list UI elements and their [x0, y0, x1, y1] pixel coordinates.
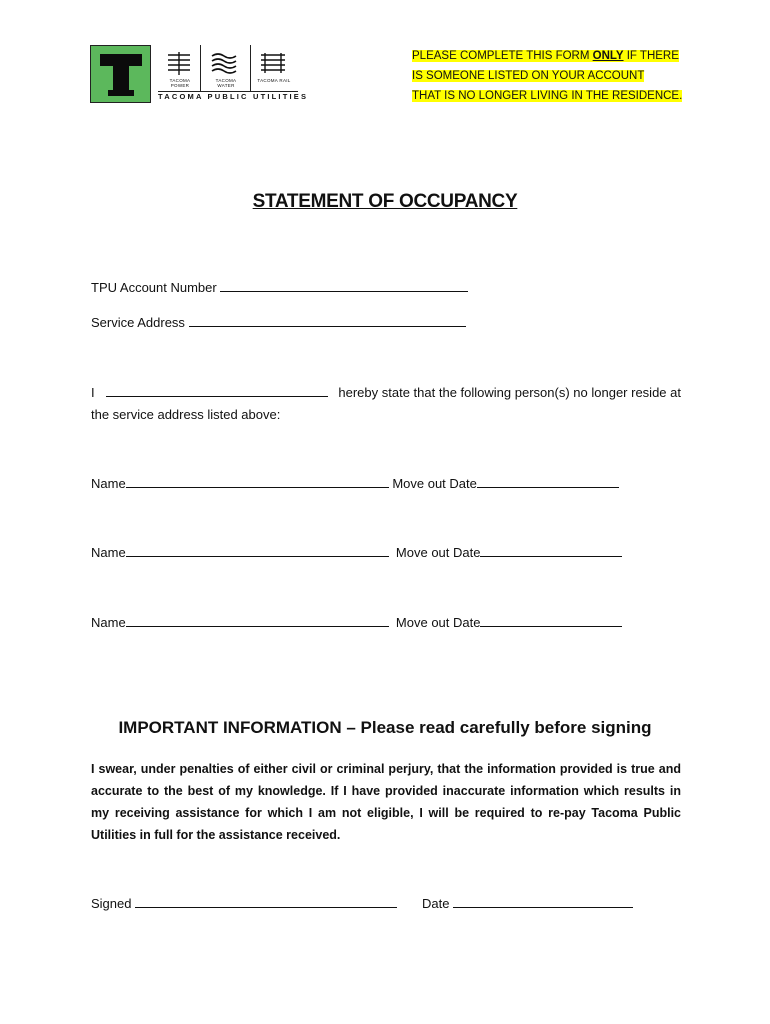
name-label: Name — [91, 545, 126, 560]
signed-label: Signed — [91, 896, 132, 911]
service-address-field — [91, 314, 466, 330]
highlighted-notice: PLEASE COMPLETE THIS FORM ONLY IF THERE IS SOMEONE LISTED ON YOUR ACCOUNT THAT IS NO LONGER LIVING IN THE RESIDENCE. — [412, 50, 683, 102]
date-row — [422, 895, 633, 911]
tacoma-public-utilities-logo — [90, 45, 309, 103]
date-input-line[interactable] — [453, 895, 633, 908]
move-out-date-label: Move out Date — [395, 545, 481, 560]
service-address-input-line[interactable] — [189, 314, 466, 327]
notice-line: THAT IS NO LONGER LIVING IN THE RESIDENCE. — [412, 90, 683, 102]
account-number-label: TPU Account Number — [91, 280, 217, 295]
declarant-name-line[interactable] — [106, 384, 328, 397]
only-emphasis: ONLY — [592, 50, 624, 62]
statement-text: hereby state that the following person(s) no longer reside at the service address listed above: — [91, 385, 681, 422]
t-logo-mark — [90, 45, 151, 103]
division-logos — [158, 45, 309, 103]
move-out-date-label: Move out Date — [395, 615, 481, 630]
form-title: STATEMENT OF OCCUPANCY — [252, 191, 518, 212]
signature-input-line[interactable] — [135, 895, 397, 908]
logo-brand-text: TACOMA PUBLIC UTILITIES — [158, 92, 309, 101]
important-body: I swear, under penalties of either civil or criminal perjury, that the information provided is true and accurate to the best of my knowledge. If I have provided inaccurate information which results in my receiving assistance for which I am not eligible, I will be required to re-pay Tacoma Public Utilities in full for the assistance received. — [91, 762, 681, 842]
division-caption: TACOMA POWER — [169, 78, 191, 88]
person-row — [91, 475, 619, 491]
occupancy-statement: I hereby state that the following person(s) no longer reside at the service address listed above: — [91, 385, 681, 422]
person-row — [91, 614, 622, 630]
service-address-label: Service Address — [91, 315, 185, 330]
person-row — [91, 544, 622, 560]
name-input-line[interactable] — [126, 544, 389, 557]
name-input-line[interactable] — [126, 614, 389, 627]
date-label: Date — [422, 896, 450, 911]
account-number-input-line[interactable] — [220, 279, 468, 292]
move-out-date-input-line[interactable] — [480, 544, 622, 557]
move-out-date-input-line[interactable] — [477, 475, 619, 488]
notice-line: IS SOMEONE LISTED ON YOUR ACCOUNT — [412, 70, 645, 82]
name-input-line[interactable] — [126, 475, 389, 488]
important-heading: IMPORTANT INFORMATION – Please read carefully before signing — [118, 718, 652, 737]
name-label: Name — [91, 615, 126, 630]
signature-row — [91, 895, 397, 911]
division-caption: TACOMA RAIL — [257, 78, 291, 83]
name-label: Name — [91, 476, 126, 491]
move-out-date-label: Move out Date — [392, 476, 477, 491]
division-caption: TACOMA WATER — [215, 78, 237, 88]
account-number-field — [91, 279, 468, 295]
move-out-date-input-line[interactable] — [480, 614, 622, 627]
